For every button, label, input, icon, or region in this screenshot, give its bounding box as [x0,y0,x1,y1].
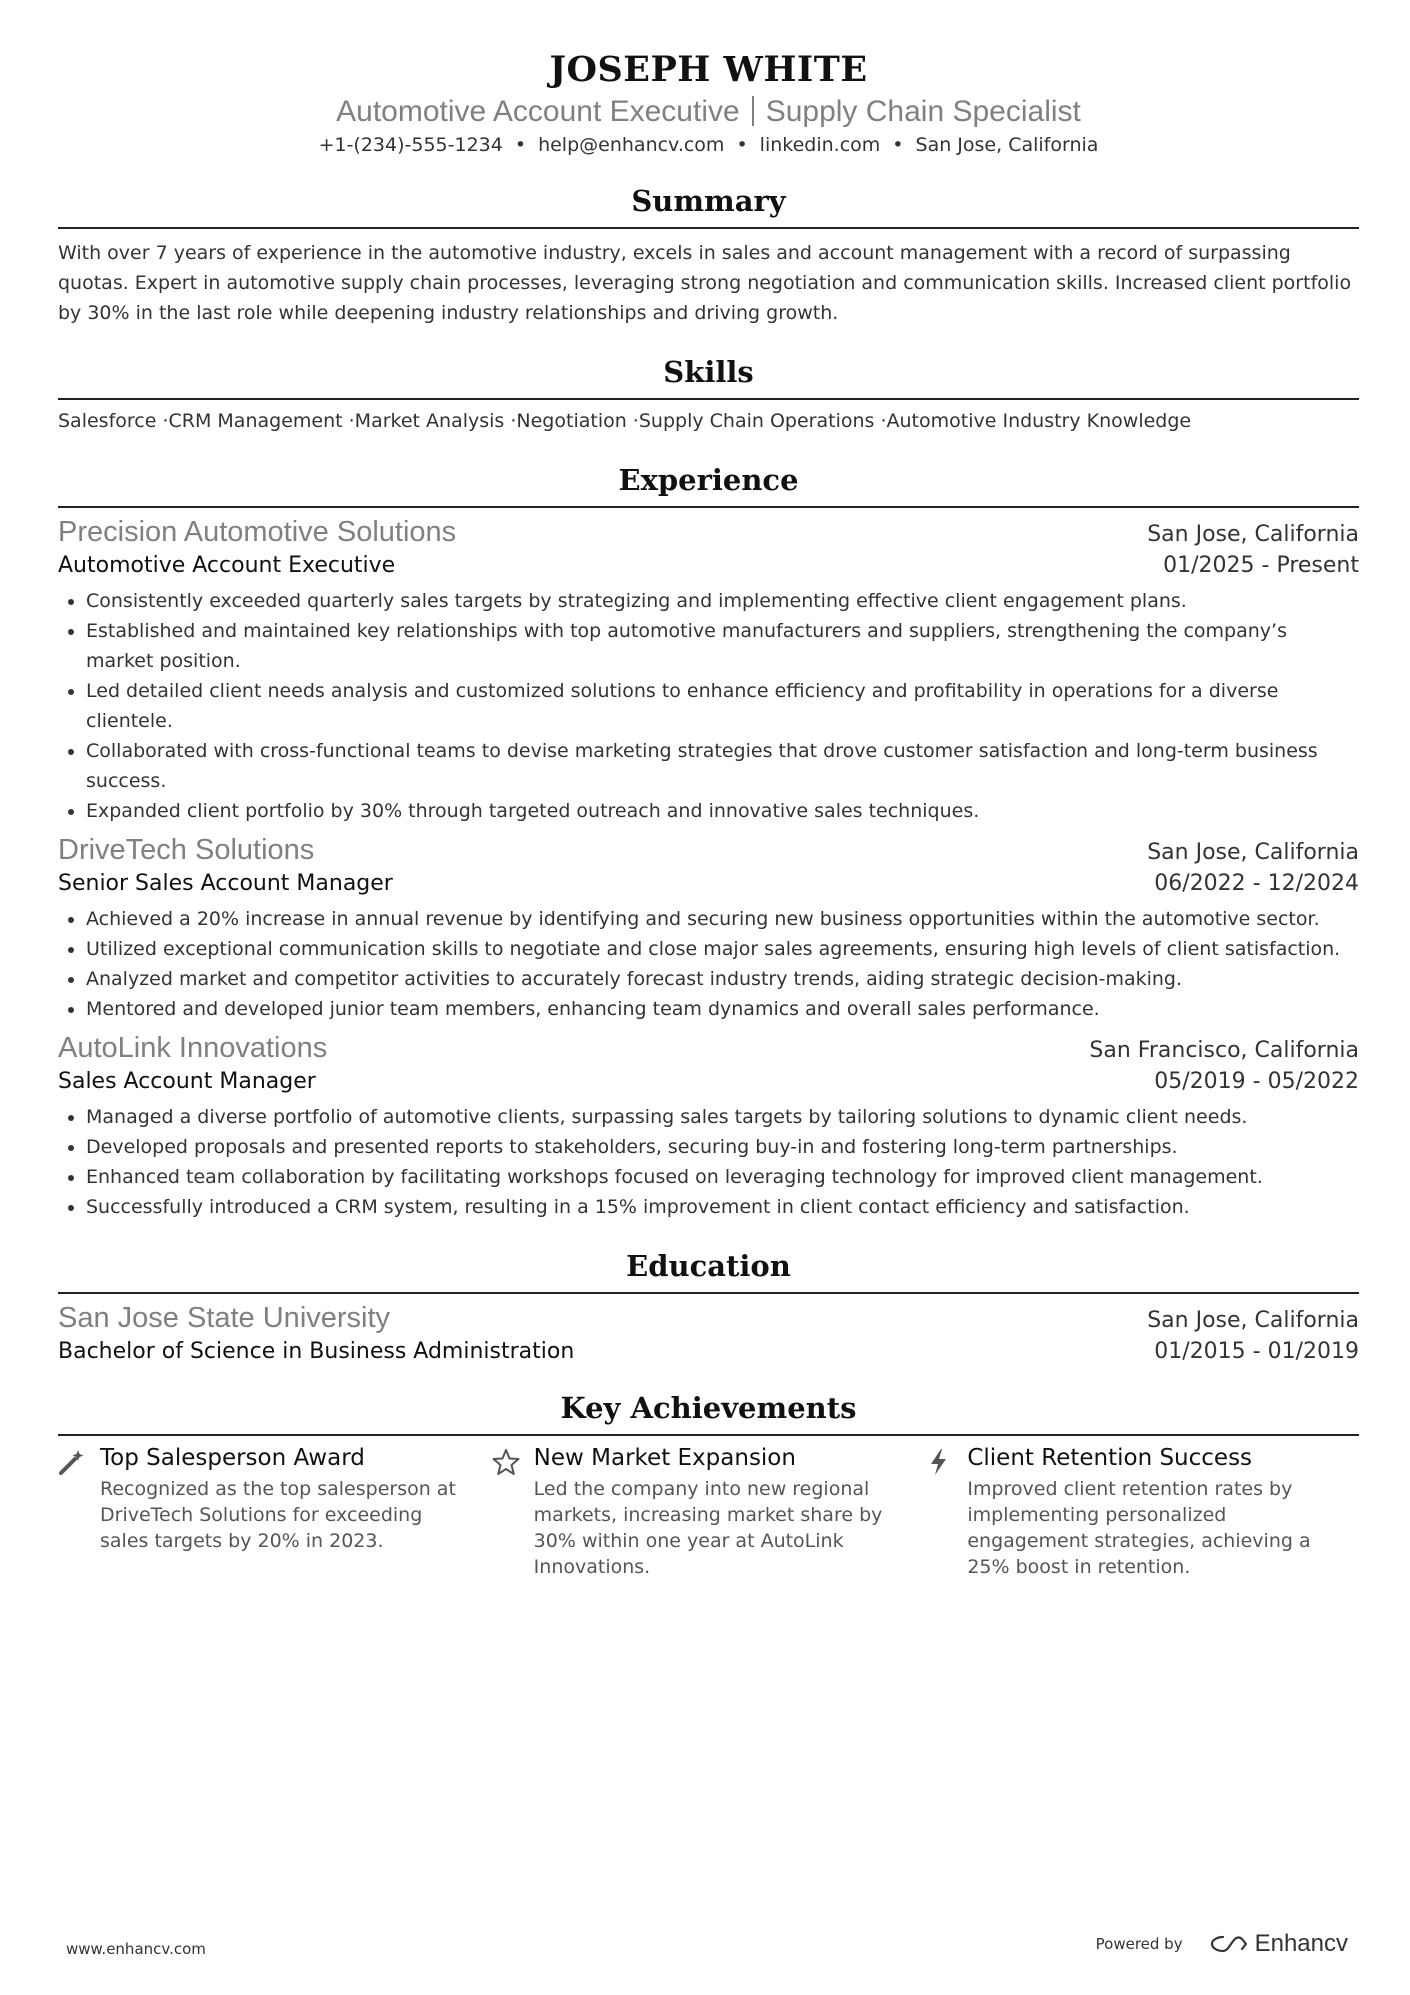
brand-name: Enhancv [1254,1930,1348,1957]
skill-item: · Automotive Industry Knowledge [874,410,1191,432]
lightning-bolt-icon [925,1442,967,1580]
magic-wand-icon [58,1442,100,1580]
summary-text: With over 7 years of experience in the automotive industry, excels in sales and account management with a record of surpassing quotas. Expert in automotive supply chain processes, leveraging strong negotiation and communication skills. Increased client portfolio by 30% in the last role while deepening industry relationships and driving growth. [58,242,1352,324]
school-location: San Jose, California [1147,1308,1359,1333]
education-header [58,1300,1359,1336]
section-title: Education [58,1248,1359,1294]
section-title: Summary [58,183,1359,229]
achievements-grid [58,1442,1359,1580]
contact-separator: • [514,134,527,156]
job-location: San Jose, California [1147,840,1359,865]
enhancv-logo-icon [1209,1933,1249,1955]
achievement-description: Recognized as the top salesperson at DriveTech Solutions for exceeding sales targets by 20% in 2023. [100,1478,456,1552]
job-subheader [58,1066,1359,1098]
job-header [58,832,1359,868]
achievement-title: Top Salesperson Award [100,1445,365,1471]
achievement-title: Client Retention Success [967,1445,1253,1471]
headline-divider [752,96,754,126]
contact-info [58,133,1359,157]
candidate-name: JOSEPH WHITE [549,49,868,90]
section-title: Experience [58,462,1359,508]
job-entry [58,832,1359,1024]
section-title: Skills [58,354,1359,400]
job-subheader [58,868,1359,900]
contact-separator: • [892,134,904,156]
job-title: Senior Sales Account Manager [58,871,393,896]
job-dates: 06/2022 - 12/2024 [1154,871,1359,896]
job-bullet: • Utilized exceptional communication skills to negotiate and close major sales agreements, ensuring high levels of client satisfaction. [86,934,1359,964]
job-bullet: • Consistently exceeded quarterly sales targets by strategizing and implementing effective client engagement plans. [86,586,1359,616]
job-title: Automotive Account Executive [58,553,396,578]
job-bullet: • Established and maintained key relationships with top automotive manufacturers and suppliers, strengthening the company’s market position. [86,616,1359,676]
headline [58,94,1359,130]
job-bullet: • Collaborated with cross-functional teams to devise marketing strategies that drove customer satisfaction and long-term business success. [86,736,1359,796]
skill-item: · CRM Management [156,410,342,432]
education-dates: 01/2015 - 01/2019 [1154,1339,1359,1364]
job-bullets [58,904,1359,1024]
skills-section [58,354,1359,436]
contact-email[interactable]: help@enhancv.com [538,134,725,156]
job-bullet: • Mentored and developed junior team members, enhancing team dynamics and overall sales performance. [86,994,1359,1024]
company-name: Precision Automotive Solutions [58,516,457,548]
job-entry [58,1030,1359,1222]
experience-section [58,462,1359,1222]
achievement-item [58,1442,492,1580]
degree: Bachelor of Science in Business Administration [58,1339,575,1364]
contact-phone[interactable]: +1-(234)-555-1234 [318,134,503,156]
job-bullet: • Expanded client portfolio by 30% through targeted outreach and innovative sales techniques. [86,796,1359,826]
job-location: San Jose, California [1147,522,1359,547]
job-bullet: • Led detailed client needs analysis and customized solutions to enhance efficiency and profitability in operations for a diverse clientele. [86,676,1359,736]
star-icon [492,1442,534,1580]
job-title: Sales Account Manager [58,1069,316,1094]
skill-item: · Negotiation [504,410,626,432]
job-subheader [58,550,1359,582]
job-dates: 01/2025 - Present [1163,553,1359,578]
education-section [58,1248,1359,1368]
job-bullet: • Successfully introduced a CRM system, resulting in a 15% improvement in client contact efficiency and satisfaction. [86,1192,1359,1222]
school-name: San Jose State University [58,1302,391,1334]
resume-header [58,0,1359,157]
job-dates: 05/2019 - 05/2022 [1154,1069,1359,1094]
powered-by-label: Powered by [1095,1935,1183,1953]
skill-item: · Supply Chain Operations [627,410,875,432]
skills-list [58,406,1359,436]
job-bullet: • Enhanced team collaboration by facilitating workshops focused on leveraging technology for improved client management. [86,1162,1359,1192]
footer-website[interactable]: www.enhancv.com [66,1940,206,1958]
achievement-item [925,1442,1359,1580]
achievements-section [58,1390,1359,1580]
job-header [58,1030,1359,1066]
job-location: San Francisco, California [1089,1038,1359,1063]
section-title: Key Achievements [58,1390,1359,1436]
contact-separator: • [736,134,748,156]
company-name: AutoLink Innovations [58,1032,328,1064]
job-bullet: • Developed proposals and presented reports to stakeholders, securing buy-in and fostering long-term partnerships. [86,1132,1359,1162]
contact-linkedin[interactable]: linkedin.com [759,134,881,156]
job-bullets [58,586,1359,826]
job-bullet: • Achieved a 20% increase in annual revenue by identifying and securing new business opportunities within the automotive sector. [86,904,1359,934]
resume-page [58,0,1359,1580]
contact-location: San Jose, California [915,134,1099,156]
summary-section [58,183,1359,328]
achievement-description: Led the company into new regional markets, increasing market share by 30% within one year at AutoLink Innovations. [533,1478,883,1578]
job-header [58,514,1359,550]
job-bullets [58,1102,1359,1222]
headline-secondary: Supply Chain Specialist [765,95,1081,128]
achievement-title: New Market Expansion [533,1445,796,1471]
job-entry [58,514,1359,826]
job-bullet: • Managed a diverse portfolio of automotive clients, surpassing sales targets by tailoring solutions to dynamic client needs. [86,1102,1359,1132]
achievement-description: Improved client retention rates by implementing personalized engagement strategies, achieving a 25% boost in retention. [967,1478,1311,1578]
brand-logo[interactable] [1209,1930,1348,1958]
job-bullet: • Analyzed market and competitor activities to accurately forecast industry trends, aiding strategic decision-making. [86,964,1359,994]
skill-item: Salesforce [58,410,157,432]
company-name: DriveTech Solutions [58,834,315,866]
education-subheader [58,1336,1359,1368]
achievement-item [492,1442,926,1580]
headline-primary: Automotive Account Executive [336,95,740,128]
skill-item: · Market Analysis [343,410,505,432]
footer-branding [1096,1930,1348,1958]
